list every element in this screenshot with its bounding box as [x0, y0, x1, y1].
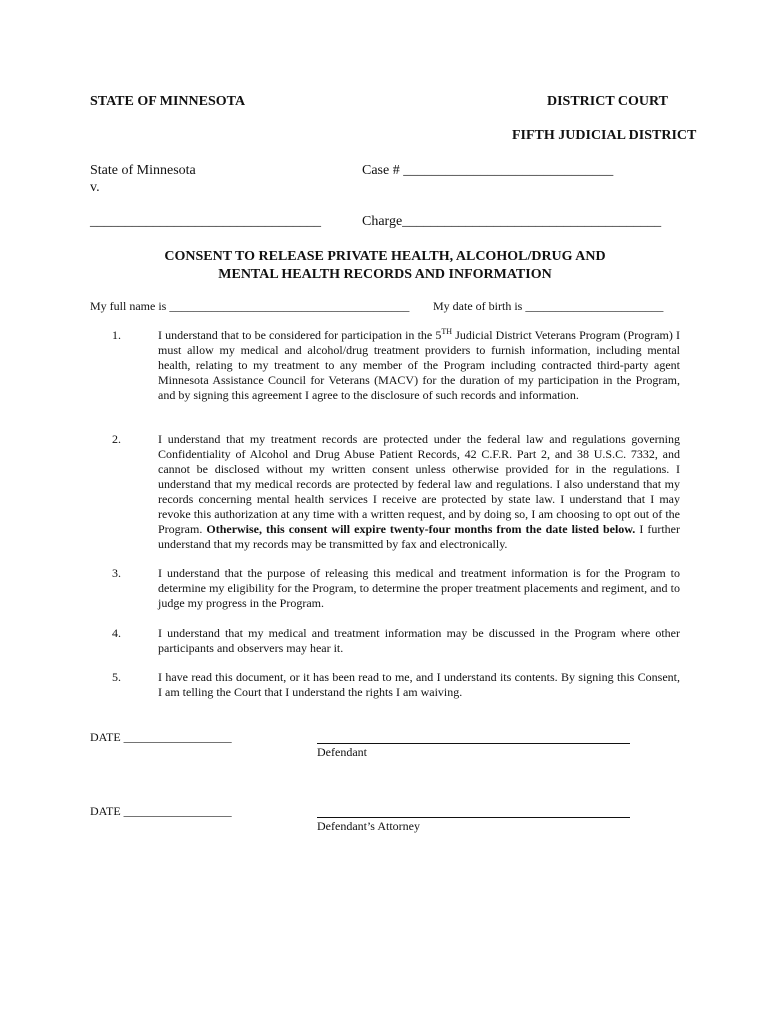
- attorney-signature-label: Defendant’s Attorney: [317, 819, 420, 833]
- attorney-date-field[interactable]: DATE __________________: [90, 804, 232, 818]
- plaintiff-name: State of Minnesota: [90, 163, 196, 178]
- defendant-signature-line[interactable]: [317, 743, 630, 744]
- charge-field[interactable]: Charge_____________________________________: [362, 214, 662, 229]
- form-title-line-1: CONSENT TO RELEASE PRIVATE HEALTH, ALCOHOL/DRUG AND: [164, 249, 606, 264]
- item-text: I understand that the purpose of releasing this medical and treatment information is for the Program to determine my eligibility for the Program, to determine the proper treatment placements and regiment, and to judge my progress in the Program.: [158, 566, 680, 610]
- case-number-field[interactable]: Case # ______________________________: [362, 163, 614, 178]
- date-of-birth-field[interactable]: My date of birth is _______________________: [433, 299, 664, 313]
- item-text: I have read this document, or it has been read to me, and I understand its contents. By signing this Consent, I am telling the Court that I understand the rights I am waiving.: [158, 670, 680, 699]
- item-number: 3.: [112, 566, 121, 580]
- state-heading: STATE OF MINNESOTA: [90, 94, 246, 109]
- attorney-signature-line[interactable]: [317, 817, 630, 818]
- form-title-line-2: MENTAL HEALTH RECORDS AND INFORMATION: [218, 267, 552, 282]
- item-number: 1.: [112, 328, 121, 342]
- item-number: 4.: [112, 626, 121, 640]
- versus-label: v.: [90, 180, 100, 195]
- court-heading: DISTRICT COURT: [547, 94, 669, 109]
- defendant-date-field[interactable]: DATE __________________: [90, 730, 232, 744]
- defendant-signature-label: Defendant: [317, 745, 367, 759]
- full-name-field[interactable]: My full name is ________________________________________: [90, 299, 410, 313]
- item-number: 5.: [112, 670, 121, 684]
- district-heading: FIFTH JUDICIAL DISTRICT: [512, 128, 697, 143]
- item-number: 2.: [112, 432, 121, 446]
- item-text: I understand that to be considered for participation in the 5TH Judicial District Veterans Program (Program) I must allow my medical and alcohol/drug treatment providers to furnish information, including mental health, relating to my treatment to any member of the Program including contracted third-party agent Minnesota Assistance Council for Veterans (MACV) for the duration of my participation in the Program, and by signing this agreement I agree to the disclosure of such records and information.: [158, 327, 680, 402]
- item-text: I understand that my medical and treatment information may be discussed in the Program where other participants and observers may hear it.: [158, 626, 680, 655]
- item-text: I understand that my treatment records are protected under the federal law and regulations governing Confidentiality of Alcohol and Drug Abuse Patient Records, 42 C.F.R. Part 2, and 38 U.S.C. 7332, and cannot be disclosed without my written consent unless otherwise provided for in the regulations. I understand that my medical records are protected by federal law and regulations. I also understand that my records concerning mental health services I receive are protected by state law. I understand that I may revoke this authorization at any time with a written request, and by doing so, I am choosing to opt out of the Program. Otherwise, this consent will expire twenty-four months from the date listed below. I further understand that my records may be transmitted by fax and electronically.: [158, 432, 680, 551]
- defendant-name-field[interactable]: _________________________________: [90, 214, 321, 229]
